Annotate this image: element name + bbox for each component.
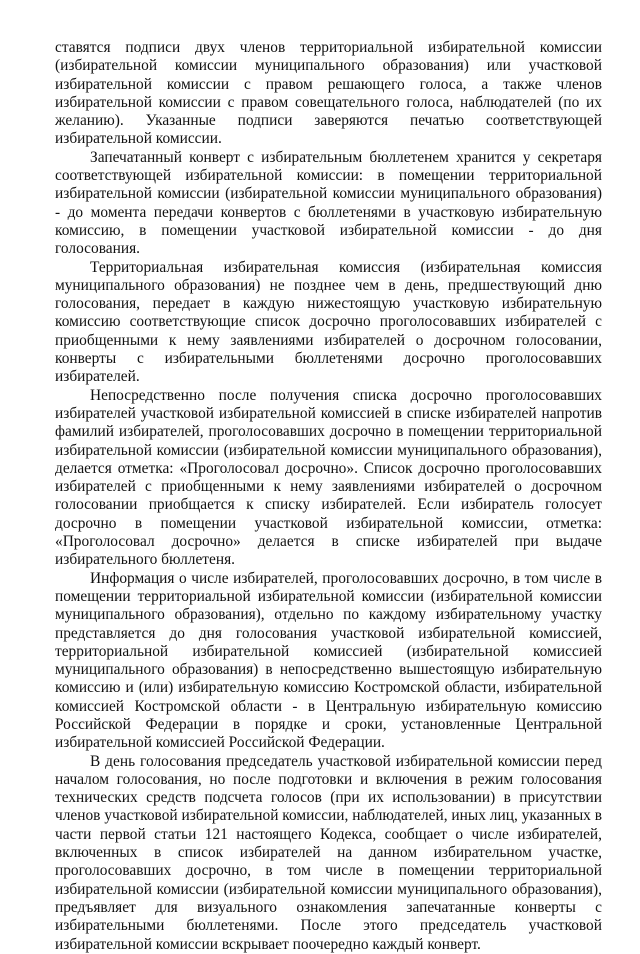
paragraph-signatures: ставятся подписи двух членов территориальной избирательной комиссии (избирательной комиссии муниципального образования) или участковой избирательной комиссии с правом решающего голоса, а также членов избирательной комиссии с правом совещательного голоса, наблюдателей (по их желанию). Указанные подписи заверяются печатью соответствующей избирательной комиссии. [55, 39, 602, 148]
paragraph-sealed-envelope-storage: Запечатанный конверт с избирательным бюллетенем хранится у секретаря соответствующей избирательной комиссии: в помещении территориальной избирательной комиссии (избирательной комиссии муниципального образования) - до момента передачи конвертов с бюллетенями в участковую избирательную комиссию, в помещении участковой избирательной комиссии - до дня голосования. [55, 148, 602, 258]
paragraph-early-voting-mark: Непосредственно после получения списка досрочно проголосовавших избирателей участковой избирательной комиссией в списке избирателей напротив фамилий избирателей, проголосовавших досрочно в помещении территориальной избирательной комиссии (избирательной комиссии муниципального образования), делается отметка: «Проголосовал досрочно». Список досрочно проголосовавших избирателей с приобщенными к нему заявлениями избирателей о досрочном голосовании приобщается к списку избирателей. Если избиратель голосует досрочно в помещении участковой избирательной комиссии, отметка: «Проголосовал досрочно» делается в списке избирателей при выдаче избирательного бюллетеня. [55, 386, 602, 569]
paragraph-election-day-procedure: В день голосования председатель участковой избирательной комиссии перед началом голосования, но после подготовки и включения в режим голосования технических средств подсчета голосов (при их использовании) в присутствии членов участковой избирательной комиссии, наблюдателей, иных лиц, указанных в части первой статьи 121 настоящего Кодекса, сообщает о числе избирателей, включенных в список избирателей на данном избирательном участке, проголосовавших досрочно, в том числе в помещении территориальной избирательной комиссии (избирательной комиссии муниципального образования), предъявляет для визуального ознакомления запечатанные конверты с избирательными бюллетенями. После этого председатель участковой избирательной комиссии вскрывает поочередно каждый конверт. [55, 752, 602, 953]
paragraph-territorial-commission-transfer: Территориальная избирательная комиссия (избирательная комиссия муниципального образования) не позднее чем в день, предшествующий дню голосования, передает в каждую нижестоящую участковую избирательную комиссию соответствующие список досрочно проголосовавших избирателей с приобщенными к нему заявлениями избирателей о досрочном голосовании, конверты с избирательными бюллетенями досрочно проголосовавших избирателей. [55, 258, 602, 386]
paragraph-early-voters-information: Информация о числе избирателей, проголосовавших досрочно, в том числе в помещении территориальной избирательной комиссии (избирательной комиссии муниципального образования), отдельно по каждому избирательному участку представляется до дня голосования участковой избирательной комиссией, территориальной избирательной комиссией (избирательной комиссией муниципального образования) в непосредственно вышестоящую избирательную комиссию и (или) избирательную комиссию Костромской области, избирательной комиссией Костромской области - в Центральную избирательную комиссию Российской Федерации в порядке и сроки, установленные Центральной избирательной комиссией Российской Федерации. [55, 569, 602, 752]
document-page [55, 39, 602, 954]
